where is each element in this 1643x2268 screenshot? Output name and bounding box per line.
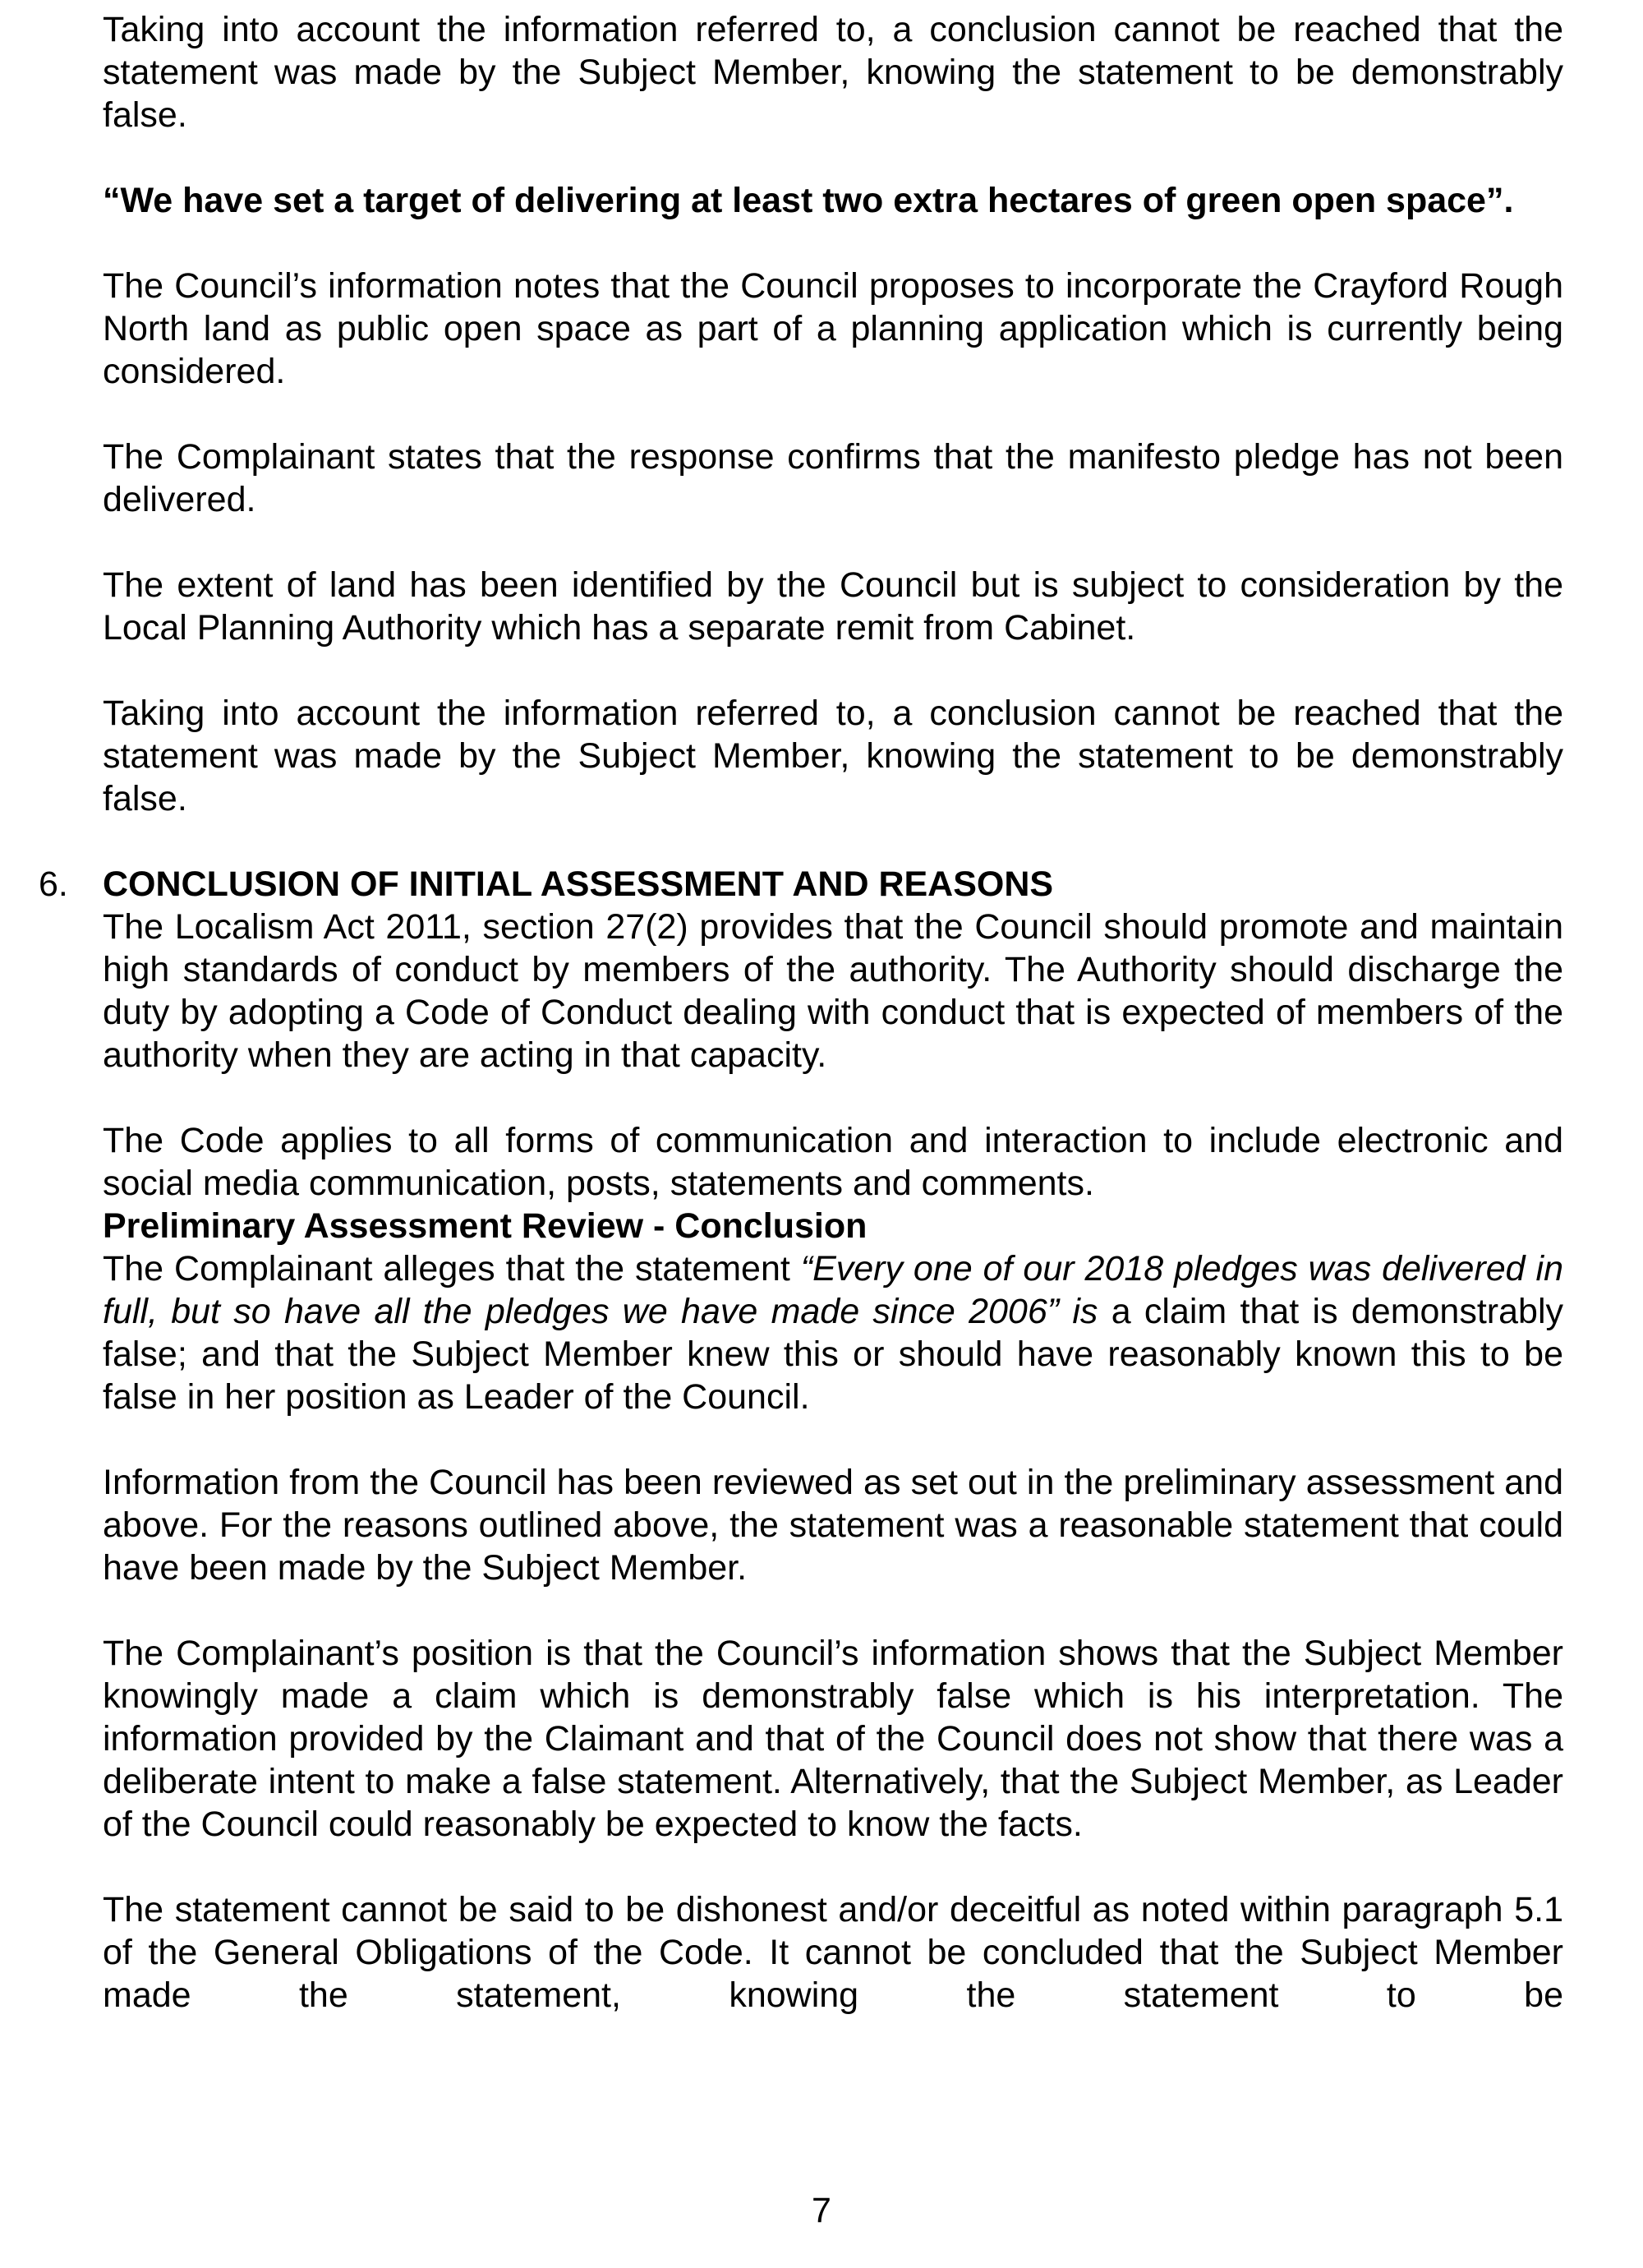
alleges-prefix: The Complainant alleges that the statement [103,1249,801,1288]
alleged-statement-quote: “Every one of our 2018 pledges was delivered in full, but so have all the pledges we have made since 2006” is [103,1249,1563,1331]
conclusion-paragraph-2: Taking into account the information referred to, a conclusion cannot be reached that the statement was made by the Subject Member, knowing the statement to be demonstrably false. [103,694,1563,818]
section-title: CONCLUSION OF INITIAL ASSESSMENT AND REASONS [103,864,1054,904]
complainant-position-paragraph: The Complainant’s position is that the Council’s information shows that the Subject Member knowingly made a claim which is demonstrably false which is his interpretation. The information provided by the Claimant and that of the Council does not show that there was a deliberate intent to make a false statement. Alternatively, that the Subject Member, as Leader of the Council could reasonably be expected to know the facts. [103,1634,1563,1844]
conclusion-paragraph: Taking into account the information referred to, a conclusion cannot be reached that the statement was made by the Subject Member, knowing the statement to be demonstrably false. [103,10,1563,135]
alleges-suffix: a claim that is demonstrably false; and that the Subject Member knew this or should have reasonably known this to be false in her position as Leader of the Council. [103,1292,1563,1417]
complainant-alleges-paragraph [103,1247,1563,1418]
section-6 [39,863,1563,2017]
localism-act-paragraph: The Localism Act 2011, section 27(2) provides that the Council should promote and maintain high standards of conduct by members of the authority. The Authority should discharge the duty by adopting a Code of Conduct dealing with conduct that is expected of members of the authority when they are acting in that capacity. [103,907,1563,1075]
complainant-statement-paragraph: The Complainant states that the response confirms that the manifesto pledge has not been delivered. [103,437,1563,519]
code-applies-paragraph: The Code applies to all forms of communication and interaction to include electronic and social media communication, posts, statements and comments. [103,1121,1563,1203]
extent-of-land-paragraph: The extent of land has been identified by the Council but is subject to consideration by the Local Planning Authority which has a separate remit from Cabinet. [103,565,1563,648]
council-information-paragraph: The Council’s information notes that the Council proposes to incorporate the Crayford Rough North land as public open space as part of a planning application which is currently being considered. [103,266,1563,391]
section-number: 6. [39,864,68,904]
manifesto-quote: “We have set a target of delivering at least two extra hectares of green open space”. [103,181,1514,220]
review-conclusion-heading: Preliminary Assessment Review - Conclusion [103,1206,868,1246]
document-page [39,8,1563,2017]
final-statement-paragraph: The statement cannot be said to be dishonest and/or deceitful as noted within paragraph 5.1 of the General Obligations of the Code. It cannot be concluded that the Subject Member made the statement, knowing the statement to be [103,1890,1563,2015]
information-reviewed-paragraph: Information from the Council has been reviewed as set out in the preliminary assessment and above. For the reasons outlined above, the statement was a reasonable statement that could have been made by the Subject Member. [103,1463,1563,1588]
page-number: 7 [812,2191,831,2230]
